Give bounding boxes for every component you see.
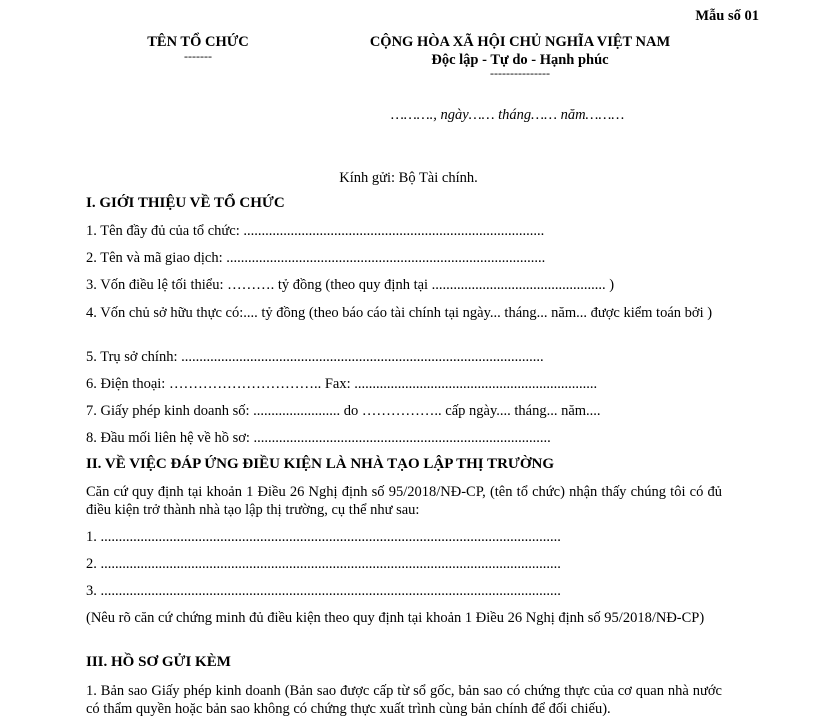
section-3-item: 1. Bản sao Giấy phép kinh doanh (Bản sao được cấp từ sổ gốc, bản sao có chứng thực của cơ quan nhà nước có thẩm quyền hoặc bản sao không có chứng thực xuất trình cùng bản chính để đối chiếu). xyxy=(86,683,722,718)
section-1-item: 7. Giấy phép kinh doanh số: ........................ do …………….. cấp ngày.... tháng... năm.... xyxy=(86,403,601,419)
date-line: ………., ngày…… tháng…… năm……… xyxy=(391,107,625,123)
section-1-item: 5. Trụ sở chính: .................................................................................................... xyxy=(86,349,544,365)
section-2-note: (Nêu rõ căn cứ chứng minh đủ điều kiện theo quy định tại khoản 1 Điều 26 Nghị định số 95/2018/NĐ-CP) xyxy=(86,610,705,626)
section-2-title: II. VỀ VIỆC ĐÁP ỨNG ĐIỀU KIỆN LÀ NHÀ TẠO LẬP THỊ TRƯỜNG xyxy=(86,456,555,472)
section-3-title: III. HỒ SƠ GỬI KÈM xyxy=(86,654,231,670)
org-underline: ------- xyxy=(184,49,212,63)
recipient: Kính gửi: Bộ Tài chính. xyxy=(339,170,478,186)
section-2-item: 2. ............................................................................................................................... xyxy=(86,556,561,572)
section-1-item: 8. Đầu mối liên hệ về hồ sơ: .................................................................................. xyxy=(86,430,551,446)
section-2-item: 1. ............................................................................................................................... xyxy=(86,529,561,545)
section-1-item: 6. Điện thoại: ………………………….. Fax: ................................................................... xyxy=(86,376,598,392)
section-1-item: 4. Vốn chủ sở hữu thực có:.... tỷ đồng (theo báo cáo tài chính tại ngày... tháng... năm... được kiểm toán bởi ) xyxy=(86,305,713,321)
motto-underline: --------------- xyxy=(490,66,550,80)
section-1-item: 2. Tên và mã giao dịch: ........................................................................................ xyxy=(86,250,546,266)
form-number: Mẫu số 01 xyxy=(695,8,759,24)
country-name: CỘNG HÒA XÃ HỘI CHỦ NGHĨA VIỆT NAM xyxy=(369,34,671,50)
section-1-item: 3. Vốn điều lệ tối thiểu: ………. tỷ đồng (theo quy định tại ................................................ ) xyxy=(86,277,615,293)
section-2-item: 3. ............................................................................................................................... xyxy=(86,583,561,599)
section-2-intro: Căn cứ quy định tại khoản 1 Điều 26 Nghị định số 95/2018/NĐ-CP, (tên tổ chức) nhận thấy chúng tôi có đủ điều kiện trở thành nhà tạo lập thị trường, cụ thể như sau: xyxy=(86,484,722,519)
section-1-title: I. GIỚI THIỆU VỀ TỔ CHỨC xyxy=(86,195,285,211)
section-1-item: 1. Tên đầy đủ của tổ chức: ................................................................................... xyxy=(86,223,545,239)
org-name: TÊN TỔ CHỨC xyxy=(147,34,249,50)
motto: Độc lập - Tự do - Hạnh phúc xyxy=(431,52,609,68)
